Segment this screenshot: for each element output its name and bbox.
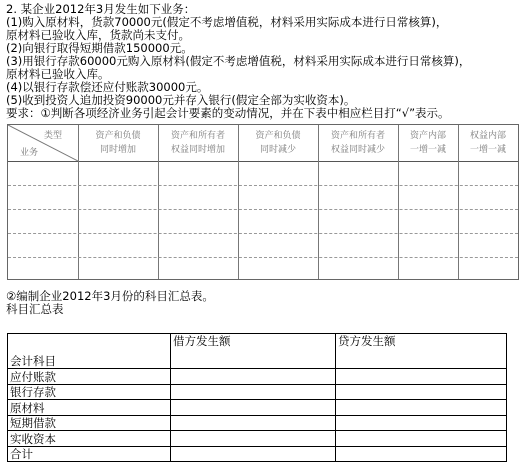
table-row — [8, 431, 507, 447]
credit-total-cell[interactable] — [336, 446, 507, 462]
corner-header-business: 业务 — [20, 148, 39, 158]
debit-cell[interactable] — [171, 400, 336, 416]
header-account: 会计科目 — [8, 334, 171, 369]
header-cell: 资产和所有者 权益同时增加 — [170, 131, 225, 155]
account-name: 银行存款 — [8, 384, 171, 400]
credit-cell[interactable] — [336, 384, 507, 400]
debit-cell[interactable] — [171, 415, 336, 431]
debit-cell[interactable] — [171, 384, 336, 400]
corner-header-type: 类型 — [44, 131, 63, 141]
question-line-4: (2)向银行取得短期借款150000元。 — [6, 41, 193, 55]
header-debit: 借方发生额 — [171, 334, 336, 369]
header-cell: 资产和负债 同时增加 — [95, 131, 141, 155]
question-line-6: 原材料已验收入库。 — [6, 67, 110, 81]
table-row — [8, 384, 507, 400]
requirement-line: 要求：①判断各项经济业务引起会计要素的变动情况，并在下表中相应栏目打“√”表示。 — [6, 106, 450, 120]
table-row — [8, 415, 507, 431]
credit-cell[interactable] — [336, 369, 507, 385]
question-line-3: 原材料已验收入库，货款尚未支付。 — [6, 28, 190, 42]
question-line-8: (5)收到投资人追加投资90000元并存入银行(假定全部为实收资本)。 — [6, 93, 356, 107]
question-line-5: (3)用银行存款60000元购入原材料(假定不考虑增值税，材料采用实际成本进行日常核算)， — [6, 54, 471, 68]
table-row — [8, 334, 507, 369]
part2-instruction: ②编制企业2012年3月份的科目汇总表。 — [6, 289, 214, 303]
table-row — [8, 400, 507, 416]
question-line-7: (4)以银行存款偿还应付账款30000元。 — [6, 80, 209, 94]
credit-cell[interactable] — [336, 400, 507, 416]
question-line-2: (1)购入原材料，货款70000元(假定不考虑增值税，材料采用实际成本进行日常核算)， — [6, 15, 448, 29]
account-summary-table — [7, 333, 507, 462]
credit-cell[interactable] — [336, 431, 507, 447]
summary-table-title: 科目汇总表 — [6, 302, 64, 316]
account-name: 应付账款 — [8, 369, 171, 385]
total-label: 合计 — [8, 446, 171, 462]
header-credit: 贷方发生额 — [336, 334, 507, 369]
header-cell: 资产和所有者 权益同时减少 — [330, 131, 385, 155]
header-cell: 资产和负债 同时减少 — [255, 131, 301, 155]
header-cell: 权益内部 一增一减 — [469, 131, 506, 155]
element-change-table — [7, 124, 519, 280]
debit-cell[interactable] — [171, 431, 336, 447]
account-name: 原材料 — [8, 400, 171, 416]
table-row — [8, 369, 507, 385]
table-row — [8, 446, 507, 462]
debit-total-cell[interactable] — [171, 446, 336, 462]
account-name: 短期借款 — [8, 415, 171, 431]
account-name: 实收资本 — [8, 431, 171, 447]
debit-cell[interactable] — [171, 369, 336, 385]
question-line-1: 2. 某企业2012年3月发生如下业务： — [6, 2, 196, 16]
header-cell: 资产内部 一增一减 — [409, 131, 446, 155]
diagonal-header-line — [8, 125, 78, 161]
credit-cell[interactable] — [336, 415, 507, 431]
